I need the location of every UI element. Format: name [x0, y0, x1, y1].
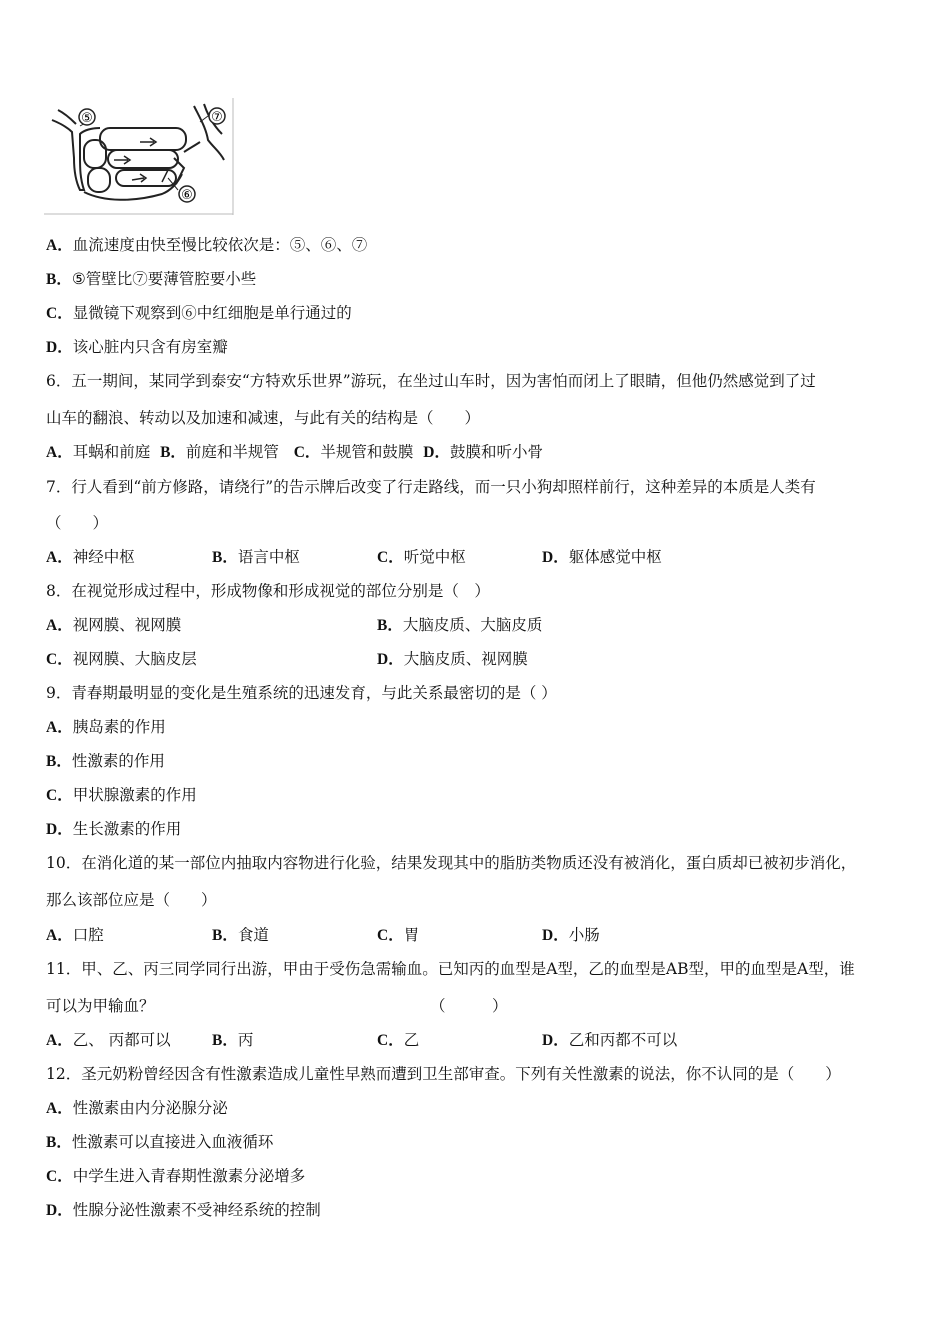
q7-option-b: B．语言中枢	[212, 548, 300, 566]
q12-stem: 12．圣元奶粉曾经因含有性激素造成儿童性早熟而遭到卫生部审查。下列有关性激素的说法，你不认同的是（ ）	[46, 1065, 841, 1083]
q9-option-c: C．甲状腺激素的作用	[46, 786, 197, 804]
q7-option-a: A．神经中枢	[46, 548, 135, 566]
q7-stem-line2: （ ）	[46, 514, 109, 532]
q6-stem-line2: 山车的翻浪、转动以及加速和减速，与此有关的结构是（ ）	[46, 409, 481, 427]
q8-option-b: B．大脑皮质、大脑皮质	[377, 616, 543, 634]
q5-option-d: D．该心脏内只含有房室瓣	[46, 338, 228, 356]
q11-option-d: D．乙和丙都不可以	[542, 1031, 678, 1049]
q5-option-b: B．⑤管壁比⑦要薄管腔要小些	[46, 270, 257, 288]
blood-vessel-diagram	[44, 98, 234, 215]
q10-option-d: D．小肠	[542, 926, 600, 944]
label-7: ⑦	[211, 110, 223, 125]
q10-stem-line2: 那么该部位应是（ ）	[46, 891, 217, 909]
q10-option-a: A．口腔	[46, 926, 104, 944]
q11-option-a: A．乙、 丙都可以	[46, 1031, 171, 1049]
q11-option-b: B．丙	[212, 1031, 254, 1049]
q7-option-d: D．躯体感觉中枢	[542, 548, 662, 566]
q12-option-b: B．性激素可以直接进入血液循环	[46, 1133, 274, 1151]
q11-answer-paren: （ ）	[430, 997, 508, 1015]
label-5: ⑤	[81, 111, 93, 126]
q12-option-d: D．性腺分泌性激素不受神经系统的控制	[46, 1201, 321, 1219]
label-6: ⑥	[181, 188, 193, 203]
q10-option-c: C．胃	[377, 926, 420, 944]
q8-option-d: D．大脑皮质、视网膜	[377, 650, 528, 668]
q8-option-c: C．视网膜、大脑皮层	[46, 650, 197, 668]
q9-option-b: B．性激素的作用	[46, 752, 165, 770]
q10-stem-line1: 10．在消化道的某一部位内抽取内容物进行化验，结果发现其中的脂肪类物质还没有被消化，蛋白质却已被初步消化，	[46, 854, 857, 872]
q9-stem: 9．青春期最明显的变化是生殖系统的迅速发育，与此关系最密切的是（ ）	[46, 684, 557, 702]
q10-option-b: B．食道	[212, 926, 269, 944]
q9-option-d: D．生长激素的作用	[46, 820, 182, 838]
q7-option-c: C．听觉中枢	[377, 548, 466, 566]
q11-option-c: C．乙	[377, 1031, 420, 1049]
q6-stem-line1: 6．五一期间，某同学到泰安“方特欢乐世界”游玩，在坐过山车时，因为害怕而闭上了眼睛，但他仍然感觉到了过	[46, 372, 816, 390]
q5-option-c: C．显微镜下观察到⑥中红细胞是单行通过的	[46, 304, 352, 322]
q12-option-a: A．性激素由内分泌腺分泌	[46, 1099, 228, 1117]
q12-option-c: C．中学生进入青春期性激素分泌增多	[46, 1167, 306, 1185]
q11-stem-line1: 11．甲、乙、丙三同学同行出游，甲由于受伤急需输血。已知丙的血型是A型，乙的血型是AB型，甲的血型是A型，谁	[46, 960, 855, 978]
q7-stem-line1: 7．行人看到“前方修路，请绕行”的告示牌后改变了行走路线，而一只小狗却照样前行，这种差异的本质是人类有	[46, 478, 816, 496]
q11-stem-line2: 可以为甲输血？	[46, 997, 155, 1015]
q9-option-a: A．胰岛素的作用	[46, 718, 166, 736]
q5-option-a: A．血流速度由快至慢比较依次是：⑤、⑥、⑦	[46, 236, 368, 254]
blood-vessel-figure	[44, 98, 234, 215]
q8-stem: 8．在视觉形成过程中，形成物像和形成视觉的部位分别是（ ）	[46, 582, 490, 600]
q6-options: A．耳蜗和前庭 B．前庭和半规管 C．半规管和鼓膜 D．鼓膜和听小骨	[46, 443, 544, 461]
q8-option-a: A．视网膜、视网膜	[46, 616, 182, 634]
